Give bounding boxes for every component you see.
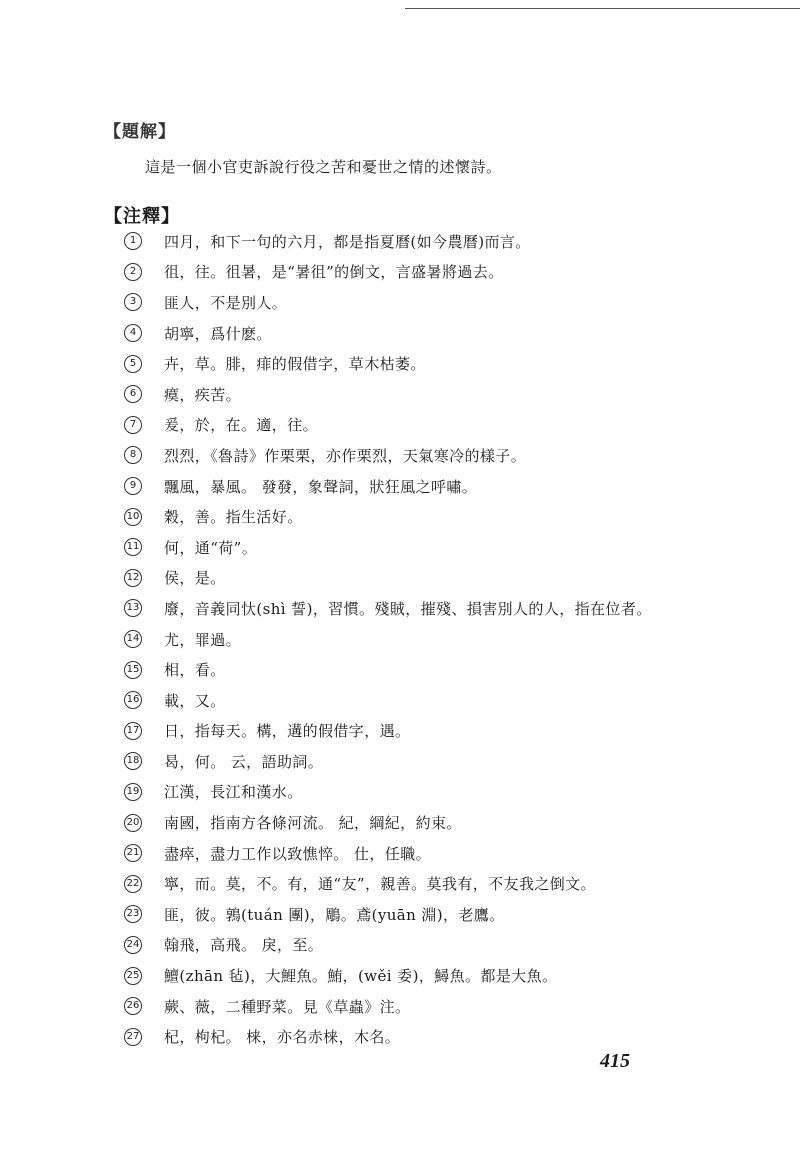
note-item (124, 746, 784, 777)
note-text: 廢，音義同忕(shì 誓)，習慣。殘賊，摧殘、損害別人的人，指在位者。 (164, 599, 652, 618)
note-item (124, 654, 784, 685)
note-text: 徂，往。徂暑，是“暑徂”的倒文，言盛暑將過去。 (164, 263, 504, 282)
note-item (124, 379, 784, 410)
note-number: 5 (124, 355, 142, 373)
note-item (124, 960, 784, 991)
note-number: 21 (124, 844, 142, 862)
note-number: 6 (124, 385, 142, 403)
note-item (124, 685, 784, 716)
section-title-label: 【題解】 (104, 122, 176, 142)
note-item (124, 807, 784, 838)
note-text: 匪，彼。鶉(tuán 團)，鵰。鳶(yuān 淵)，老鷹。 (164, 905, 505, 924)
note-item (124, 563, 784, 594)
note-item (124, 777, 784, 808)
note-number: 22 (124, 875, 142, 893)
note-item (124, 348, 784, 379)
note-text: 侯，是。 (164, 569, 226, 588)
page-number: 415 (600, 1050, 630, 1072)
note-text: 四月，和下一句的六月，都是指夏曆(如今農曆)而言。 (164, 232, 531, 251)
note-text: 爰，於，在。適，往。 (164, 416, 319, 435)
note-item (124, 410, 784, 441)
note-number: 16 (124, 691, 142, 709)
note-item (124, 226, 784, 257)
note-text: 穀，善。指生活好。 (164, 508, 303, 527)
section-notes-label: 【注釋】 (104, 206, 180, 227)
note-text: 卉，草。腓，痱的假借字，草木枯萎。 (164, 355, 426, 374)
note-text: 尤，罪過。 (164, 630, 242, 649)
note-number: 27 (124, 1028, 142, 1046)
note-text: 鱣(zhān 毡)，大鯉魚。鮪，(wěi 委)，鱘魚。都是大魚。 (164, 967, 558, 986)
note-text: 瘼，疾苦。 (164, 385, 242, 404)
note-item (124, 501, 784, 532)
note-number: 7 (124, 416, 142, 434)
note-text: 蕨、薇，二種野菜。見《草蟲》注。 (164, 997, 411, 1016)
note-number: 15 (124, 661, 142, 679)
note-item (124, 991, 784, 1022)
note-text: 盡瘁，盡力工作以致憔悴。 仕，任職。 (164, 844, 431, 863)
note-number: 14 (124, 630, 142, 648)
note-text: 何，通“荷”。 (164, 538, 258, 557)
note-text: 曷，何。 云，語助詞。 (164, 752, 324, 771)
note-number: 25 (124, 967, 142, 985)
note-item (124, 624, 784, 655)
note-number: 3 (124, 293, 142, 311)
note-item (124, 930, 784, 961)
note-number: 26 (124, 997, 142, 1015)
note-item (124, 899, 784, 930)
note-number: 17 (124, 722, 142, 740)
intro-paragraph: 這是一個小官吏訴說行役之苦和憂世之情的述懷詩。 (145, 158, 502, 176)
note-text: 寧，而。莫，不。有，通“友”，親善。莫我有，不友我之倒文。 (164, 875, 596, 894)
note-number: 12 (124, 569, 142, 587)
note-item (124, 287, 784, 318)
note-item (124, 838, 784, 869)
top-rule (405, 8, 800, 9)
note-number: 18 (124, 752, 142, 770)
note-text: 載，又。 (164, 691, 226, 710)
note-item (124, 593, 784, 624)
note-item (124, 1021, 784, 1052)
note-text: 烈烈，《魯詩》作栗栗，亦作栗烈，天氣寒冷的樣子。 (164, 446, 527, 465)
note-number: 8 (124, 446, 142, 464)
note-number: 10 (124, 508, 142, 526)
note-number: 13 (124, 599, 142, 617)
note-item (124, 318, 784, 349)
note-number: 24 (124, 936, 142, 954)
note-text: 南國，指南方各條河流。 紀，綱紀，約束。 (164, 814, 462, 833)
note-item (124, 440, 784, 471)
note-number: 2 (124, 263, 142, 281)
note-item (124, 532, 784, 563)
note-text: 相，看。 (164, 661, 226, 680)
note-number: 4 (124, 324, 142, 342)
note-number: 19 (124, 783, 142, 801)
note-number: 9 (124, 477, 142, 495)
note-text: 江漢，長江和漢水。 (164, 783, 303, 802)
note-item (124, 716, 784, 747)
note-item (124, 868, 784, 899)
note-text: 日，指每天。構，遘的假借字，遇。 (164, 722, 411, 741)
note-number: 20 (124, 814, 142, 832)
note-item (124, 471, 784, 502)
note-text: 匪人，不是別人。 (164, 293, 288, 312)
note-number: 23 (124, 905, 142, 923)
note-text: 杞，枸杞。 梾，亦名赤梾，木名。 (164, 1028, 401, 1047)
note-text: 飄風，暴風。 發發，象聲詞，狀狂風之呼嘯。 (164, 477, 478, 496)
note-item (124, 257, 784, 288)
note-text: 胡寧，爲什麽。 (164, 324, 272, 343)
notes-list (124, 226, 784, 1052)
note-text: 翰飛，高飛。 戾，至。 (164, 936, 324, 955)
note-number: 1 (124, 232, 142, 250)
note-number: 11 (124, 538, 142, 556)
